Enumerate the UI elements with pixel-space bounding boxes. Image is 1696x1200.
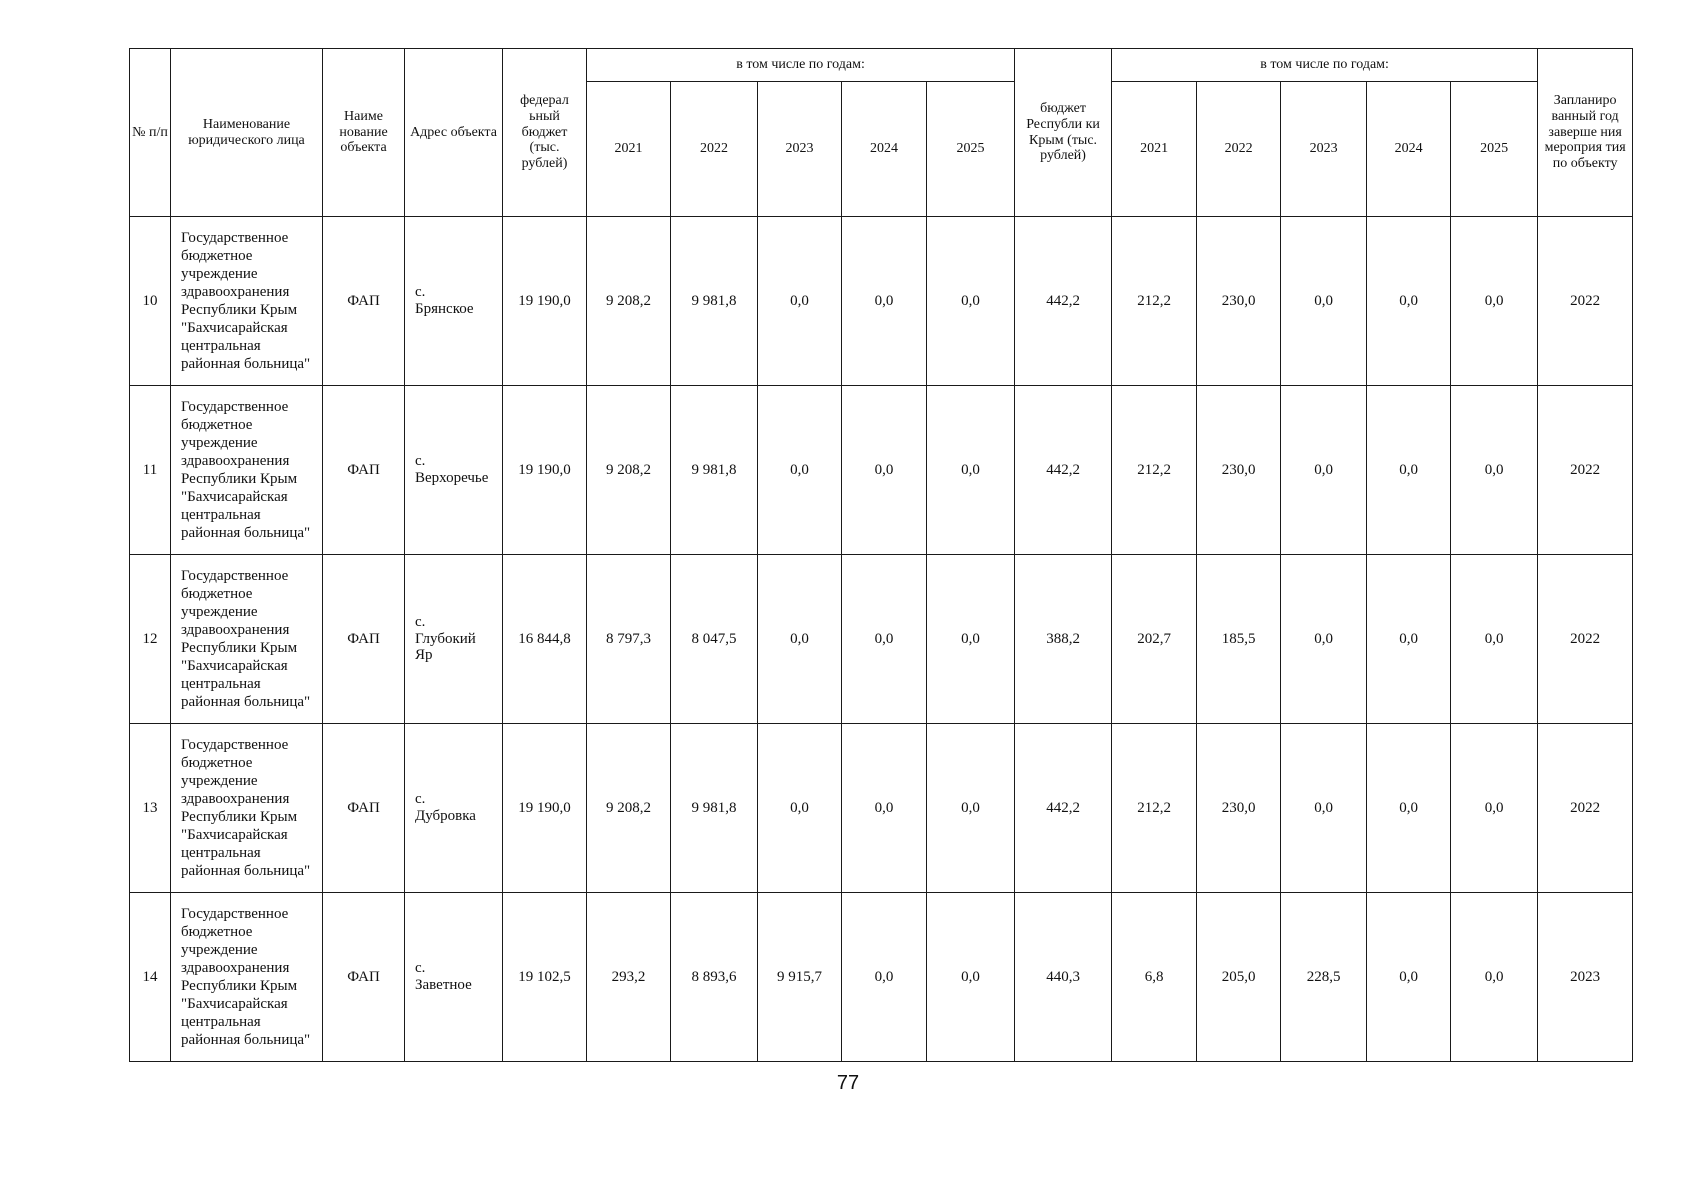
header-entity: Наименование юридического лица [171,49,323,217]
row-address [405,724,503,893]
row-regional-year-value: 205,0 [1197,893,1281,1062]
table-row [130,893,1633,1062]
header-regional-year: 2023 [1281,82,1367,217]
row-federal-year-value: 0,0 [927,386,1015,555]
address-line: с. [415,791,426,808]
row-federal-year-value: 0,0 [842,555,927,724]
row-object-name: ФАП [323,893,405,1062]
row-federal-year-value: 8 047,5 [671,555,758,724]
row-regional-year-value: 212,2 [1112,386,1197,555]
row-entity: Государственное бюджетное учреждение здравоохранения Республики Крым "Бахчисарайская центральная районная больница" [171,386,323,555]
header-federal-year: 2022 [671,82,758,217]
row-regional-year-value: 230,0 [1197,724,1281,893]
row-num: 10 [130,217,171,386]
row-completion-year: 2022 [1538,386,1633,555]
row-federal-year-value: 293,2 [587,893,671,1062]
row-object-name: ФАП [323,217,405,386]
row-regional-year-value: 212,2 [1112,724,1197,893]
row-entity: Государственное бюджетное учреждение здравоохранения Республики Крым "Бахчисарайская центральная районная больница" [171,724,323,893]
row-entity: Государственное бюджетное учреждение здравоохранения Республики Крым "Бахчисарайская центральная районная больница" [171,893,323,1062]
row-federal-year-value: 0,0 [927,555,1015,724]
row-regional-year-value: 0,0 [1367,386,1451,555]
address-line: с. [415,960,426,977]
table-row [130,555,1633,724]
row-regional-year-value: 185,5 [1197,555,1281,724]
row-entity: Государственное бюджетное учреждение здравоохранения Республики Крым "Бахчисарайская центральная районная больница" [171,555,323,724]
row-regional-total: 442,2 [1015,386,1112,555]
row-regional-year-value: 6,8 [1112,893,1197,1062]
header-federal-year: 2024 [842,82,927,217]
row-regional-year-value: 0,0 [1281,555,1367,724]
header-federal-year: 2021 [587,82,671,217]
row-federal-year-value: 0,0 [758,724,842,893]
row-completion-year: 2023 [1538,893,1633,1062]
row-object-name: ФАП [323,555,405,724]
row-object-name: ФАП [323,386,405,555]
row-federal-year-value: 9 208,2 [587,386,671,555]
row-federal-year-value: 8 797,3 [587,555,671,724]
header-address: Адрес объекта [405,49,503,217]
table-header [130,49,1633,217]
row-completion-year: 2022 [1538,555,1633,724]
row-entity: Государственное бюджетное учреждение здравоохранения Республики Крым "Бахчисарайская центральная районная больница" [171,217,323,386]
row-federal-year-value: 0,0 [758,386,842,555]
row-regional-year-value: 0,0 [1451,724,1538,893]
row-object-name: ФАП [323,724,405,893]
row-federal-year-value: 0,0 [842,893,927,1062]
row-federal-year-value: 9 981,8 [671,724,758,893]
row-regional-year-value: 0,0 [1367,724,1451,893]
table-body [130,217,1633,1062]
row-regional-year-value: 202,7 [1112,555,1197,724]
row-federal-total: 16 844,8 [503,555,587,724]
row-regional-year-value: 212,2 [1112,217,1197,386]
table-row [130,386,1633,555]
row-regional-year-value: 0,0 [1367,893,1451,1062]
header-regional-year: 2024 [1367,82,1451,217]
row-federal-total: 19 190,0 [503,217,587,386]
header-by-years-federal: в том числе по годам: [587,49,1015,82]
row-regional-year-value: 0,0 [1281,217,1367,386]
row-federal-year-value: 0,0 [758,555,842,724]
address-line: Дубровка [415,808,476,824]
row-regional-year-value: 230,0 [1197,386,1281,555]
row-num: 11 [130,386,171,555]
row-federal-year-value: 0,0 [842,724,927,893]
row-regional-total: 442,2 [1015,217,1112,386]
header-regional-year: 2025 [1451,82,1538,217]
row-address [405,555,503,724]
row-federal-year-value: 9 981,8 [671,386,758,555]
budget-table [129,48,1633,1062]
row-federal-year-value: 0,0 [927,893,1015,1062]
row-regional-year-value: 0,0 [1367,217,1451,386]
row-address [405,893,503,1062]
address-line: Верхоречье [415,470,489,486]
header-num: № п/п [130,49,171,217]
table-row [130,724,1633,893]
row-regional-total: 442,2 [1015,724,1112,893]
row-regional-year-value: 0,0 [1281,386,1367,555]
address-line: Яр [415,647,433,664]
header-federal-budget: федерал ьный бюджет (тыс. рублей) [503,49,587,217]
row-federal-total: 19 190,0 [503,386,587,555]
row-federal-total: 19 102,5 [503,893,587,1062]
row-federal-year-value: 0,0 [842,386,927,555]
row-federal-year-value: 9 981,8 [671,217,758,386]
header-by-years-regional: в том числе по годам: [1112,49,1538,82]
row-regional-total: 440,3 [1015,893,1112,1062]
row-federal-year-value: 9 208,2 [587,217,671,386]
row-completion-year: 2022 [1538,217,1633,386]
row-address [405,386,503,555]
row-regional-year-value: 0,0 [1451,386,1538,555]
row-num: 14 [130,893,171,1062]
row-num: 12 [130,555,171,724]
row-regional-year-value: 0,0 [1281,724,1367,893]
row-federal-year-value: 9 915,7 [758,893,842,1062]
header-federal-year: 2023 [758,82,842,217]
header-regional-budget: бюджет Республи ки Крым (тыс. рублей) [1015,49,1112,217]
header-object-name: Наиме нование объекта [323,49,405,217]
address-line: с. [415,284,426,301]
row-federal-year-value: 0,0 [927,217,1015,386]
header-regional-year: 2021 [1112,82,1197,217]
row-regional-year-value: 0,0 [1451,217,1538,386]
address-line: Глубокий [415,630,476,647]
table-row [130,217,1633,386]
row-federal-year-value: 0,0 [758,217,842,386]
header-regional-year: 2022 [1197,82,1281,217]
row-completion-year: 2022 [1538,724,1633,893]
row-address [405,217,503,386]
address-line: Заветное [415,977,472,993]
row-federal-total: 19 190,0 [503,724,587,893]
row-regional-year-value: 0,0 [1451,555,1538,724]
row-federal-year-value: 8 893,6 [671,893,758,1062]
row-federal-year-value: 0,0 [927,724,1015,893]
row-regional-year-value: 228,5 [1281,893,1367,1062]
header-federal-year: 2025 [927,82,1015,217]
row-federal-year-value: 9 208,2 [587,724,671,893]
address-line: Брянское [415,301,474,317]
header-completion-year: Запланиро ванный год заверше ния мероприя тия по объекту [1538,49,1633,217]
page-number: 77 [836,1072,860,1094]
row-regional-year-value: 0,0 [1367,555,1451,724]
row-num: 13 [130,724,171,893]
row-regional-total: 388,2 [1015,555,1112,724]
address-line: с. [415,453,426,470]
row-regional-year-value: 230,0 [1197,217,1281,386]
address-line: с. [415,613,426,630]
row-federal-year-value: 0,0 [842,217,927,386]
row-regional-year-value: 0,0 [1451,893,1538,1062]
